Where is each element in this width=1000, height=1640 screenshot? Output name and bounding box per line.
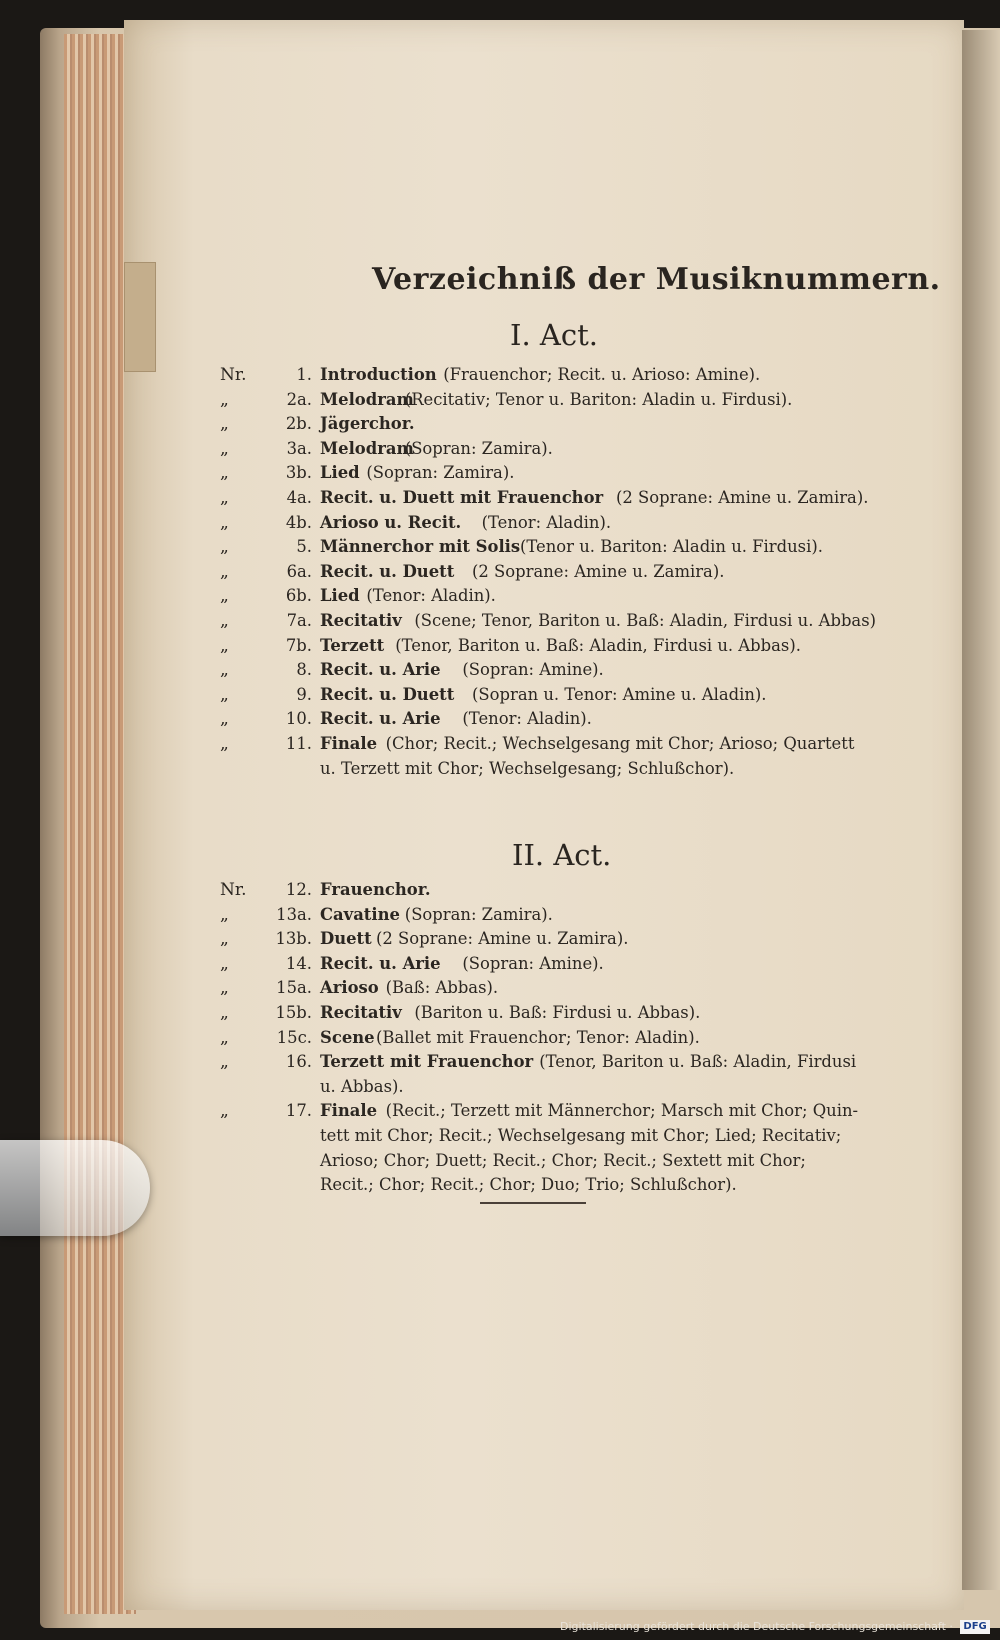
entry-continuation: u. Terzett mit Chor; Wechselgesang; Schlußchor). bbox=[320, 758, 735, 778]
entry-number: 7b. bbox=[285, 635, 312, 655]
entry-number: 6b. bbox=[285, 586, 312, 606]
entry-title: Recit. u. Arie bbox=[320, 709, 441, 729]
entry-title: Scene bbox=[320, 1027, 375, 1047]
entry-prefix: „ bbox=[220, 709, 229, 730]
act-heading-2: II. Act. bbox=[512, 838, 612, 872]
list-item-continuation bbox=[220, 1124, 900, 1149]
list-item bbox=[220, 658, 900, 683]
entry-description: (2 Soprane: Amine u. Zamira). bbox=[472, 561, 725, 581]
entry-prefix: „ bbox=[220, 414, 229, 435]
entry-number: 13a. bbox=[276, 904, 312, 924]
entry-description: (Bariton u. Baß: Firdusi u. Abbas). bbox=[414, 1002, 701, 1022]
entry-description: (Tenor, Bariton u. Baß: Aladin, Firdusi bbox=[539, 1052, 857, 1072]
entry-prefix: „ bbox=[220, 610, 229, 631]
entry-description: (Ballet mit Frauenchor; Tenor: Aladin). bbox=[376, 1027, 700, 1047]
entry-continuation: u. Abbas). bbox=[320, 1076, 404, 1096]
entry-title: Recit. u. Duett bbox=[320, 561, 455, 581]
entry-number: 16. bbox=[285, 1052, 312, 1072]
entry-title: Finale bbox=[320, 1101, 378, 1121]
entry-number: 8. bbox=[296, 660, 312, 680]
entry-title: Recitativ bbox=[320, 610, 402, 630]
entry-prefix: „ bbox=[220, 1027, 229, 1048]
entry-prefix: Nr. bbox=[220, 880, 247, 900]
list-item bbox=[220, 511, 900, 536]
list-item bbox=[220, 1050, 900, 1075]
entry-number: 10. bbox=[285, 709, 312, 729]
entry-prefix: „ bbox=[220, 512, 229, 533]
entry-title: Recit. u. Duett mit Frauenchor bbox=[320, 487, 604, 507]
entry-prefix: „ bbox=[220, 586, 229, 607]
list-item bbox=[220, 486, 900, 511]
facing-page-edge bbox=[962, 30, 1000, 1590]
act-heading-1: I. Act. bbox=[510, 318, 598, 352]
entry-continuation: Arioso; Chor; Duett; Recit.; Chor; Recit.; Sextett mit Chor; bbox=[320, 1150, 806, 1170]
entry-title: Recit. u. Arie bbox=[320, 660, 441, 680]
list-item bbox=[220, 1099, 900, 1124]
entry-title: Recit. u. Arie bbox=[320, 953, 441, 973]
footer-text: Digitalisierung gefördert durch die Deutsche Forschungsgemeinschaft · bbox=[560, 1620, 953, 1633]
entry-prefix: „ bbox=[220, 1101, 229, 1122]
entry-number: 14. bbox=[285, 953, 312, 973]
page-holder-clip bbox=[0, 1140, 150, 1236]
entry-description: (Recitativ; Tenor u. Bariton: Aladin u. Firdusi). bbox=[404, 389, 793, 409]
entry-number: 7a. bbox=[286, 610, 312, 630]
list-item bbox=[220, 1026, 900, 1051]
entry-number: 3a. bbox=[286, 438, 312, 458]
digitization-footer bbox=[560, 1616, 1000, 1638]
list-item bbox=[220, 927, 900, 952]
entry-prefix: „ bbox=[220, 1052, 229, 1073]
entry-prefix: „ bbox=[220, 561, 229, 582]
page-title: Verzeichniß der Musiknummern. bbox=[372, 262, 941, 297]
entry-title: Duett bbox=[320, 929, 372, 949]
entry-description: (Recit.; Terzett mit Männerchor; Marsch mit Chor; Quin- bbox=[385, 1101, 859, 1121]
entry-prefix: „ bbox=[220, 929, 229, 950]
list-item-continuation bbox=[220, 1149, 900, 1174]
entry-prefix: „ bbox=[220, 487, 229, 508]
entry-number: 15a. bbox=[276, 978, 312, 998]
entry-prefix: „ bbox=[220, 438, 229, 459]
entry-number: 4a. bbox=[286, 487, 312, 507]
dfg-logo-icon: DFG bbox=[960, 1620, 989, 1634]
entry-title: Arioso u. Recit. bbox=[320, 512, 462, 532]
entry-description: (Chor; Recit.; Wechselgesang mit Chor; Arioso; Quartett bbox=[385, 733, 855, 753]
list-item bbox=[220, 412, 900, 437]
entry-description: (Sopran: Zamira). bbox=[404, 438, 553, 458]
list-item bbox=[220, 903, 900, 928]
entry-title: Frauenchor. bbox=[320, 880, 431, 899]
entry-description: (Tenor: Aladin). bbox=[481, 512, 612, 532]
entry-number: 2a. bbox=[286, 389, 312, 409]
entry-prefix: „ bbox=[220, 660, 229, 681]
entry-description: (Tenor: Aladin). bbox=[366, 586, 496, 606]
entry-title: Cavatine bbox=[320, 904, 400, 924]
entry-description: (Tenor, Bariton u. Baß: Aladin, Firdusi u. Abbas). bbox=[395, 635, 801, 655]
entry-description: (Sopran: Zamira). bbox=[366, 463, 515, 483]
act-2-list bbox=[220, 878, 900, 1198]
entry-prefix: „ bbox=[220, 389, 229, 410]
entry-title: Lied bbox=[320, 586, 360, 606]
entry-description: (Sopran: Amine). bbox=[462, 660, 604, 680]
list-item bbox=[220, 363, 900, 388]
list-item bbox=[220, 732, 900, 757]
entry-prefix: „ bbox=[220, 953, 229, 974]
list-item bbox=[220, 560, 900, 585]
entry-continuation: Recit.; Chor; Recit.; Chor; Duo; Trio; Schlußchor). bbox=[320, 1175, 737, 1195]
entry-number: 5. bbox=[296, 537, 312, 557]
entry-number: 2b. bbox=[285, 414, 312, 434]
entry-prefix: „ bbox=[220, 684, 229, 705]
list-item-continuation bbox=[220, 757, 900, 782]
entry-description: (Sopran: Zamira). bbox=[404, 904, 553, 924]
list-item bbox=[220, 461, 900, 486]
list-item bbox=[220, 634, 900, 659]
entry-title: Jägerchor. bbox=[320, 414, 415, 434]
list-item bbox=[220, 952, 900, 977]
entry-prefix: „ bbox=[220, 733, 229, 754]
entry-continuation: tett mit Chor; Recit.; Wechselgesang mit Chor; Lied; Recitativ; bbox=[320, 1125, 842, 1145]
entry-prefix: „ bbox=[220, 537, 229, 558]
entry-description: (Sopran: Amine). bbox=[462, 953, 604, 973]
list-item bbox=[220, 437, 900, 462]
list-item bbox=[220, 707, 900, 732]
entry-title: Terzett mit Frauenchor bbox=[320, 1052, 534, 1072]
entry-prefix: Nr. bbox=[220, 365, 247, 385]
entry-title: Introduction bbox=[320, 365, 437, 384]
list-item bbox=[220, 388, 900, 413]
entry-title: Melodram bbox=[320, 389, 414, 409]
entry-title: Männerchor mit Solis bbox=[320, 537, 521, 557]
list-item bbox=[220, 976, 900, 1001]
entry-description: (Frauenchor; Recit. u. Arioso: Amine). bbox=[443, 365, 761, 384]
entry-description: (Scene; Tenor, Bariton u. Baß: Aladin, Firdusi u. Abbas) bbox=[414, 610, 877, 630]
entry-number: 13b. bbox=[275, 929, 312, 949]
list-item bbox=[220, 683, 900, 708]
entry-number: 9. bbox=[296, 684, 312, 704]
list-item-continuation bbox=[220, 1173, 900, 1198]
entry-prefix: „ bbox=[220, 904, 229, 925]
act-1-list bbox=[220, 363, 900, 781]
entry-number: 15b. bbox=[275, 1002, 312, 1022]
entry-description: (Baß: Abbas). bbox=[385, 978, 499, 998]
entry-number: 15c. bbox=[276, 1027, 312, 1047]
entry-prefix: „ bbox=[220, 463, 229, 484]
entry-description: (Tenor u. Bariton: Aladin u. Firdusi). bbox=[520, 537, 823, 557]
entry-description: (Sopran u. Tenor: Amine u. Aladin). bbox=[472, 684, 767, 704]
entry-number: 11. bbox=[285, 733, 312, 753]
entry-number: 17. bbox=[285, 1101, 312, 1121]
entry-number: 6a. bbox=[286, 561, 312, 581]
entry-title: Recit. u. Duett bbox=[320, 684, 455, 704]
list-item bbox=[220, 609, 900, 634]
closing-rule bbox=[480, 1202, 586, 1204]
list-item bbox=[220, 535, 900, 560]
entry-prefix: „ bbox=[220, 1002, 229, 1023]
paper-tab bbox=[124, 262, 156, 372]
entry-prefix: „ bbox=[220, 978, 229, 999]
entry-title: Finale bbox=[320, 733, 378, 753]
entry-description: (2 Soprane: Amine u. Zamira). bbox=[616, 487, 869, 507]
entry-prefix: „ bbox=[220, 635, 229, 656]
entry-title: Arioso bbox=[320, 978, 379, 998]
list-item bbox=[220, 1001, 900, 1026]
entry-number: 12. bbox=[285, 880, 312, 899]
entry-description: (2 Soprane: Amine u. Zamira). bbox=[376, 929, 629, 949]
entry-title: Recitativ bbox=[320, 1002, 402, 1022]
entry-description: (Tenor: Aladin). bbox=[462, 709, 592, 729]
entry-number: 3b. bbox=[285, 463, 312, 483]
entry-title: Lied bbox=[320, 463, 360, 483]
entry-title: Melodram bbox=[320, 438, 414, 458]
entry-number: 1. bbox=[296, 365, 312, 384]
list-item bbox=[220, 878, 900, 903]
list-item-continuation bbox=[220, 1075, 900, 1100]
list-item bbox=[220, 584, 900, 609]
entry-title: Terzett bbox=[320, 635, 385, 655]
scanned-page bbox=[124, 20, 964, 1610]
entry-number: 4b. bbox=[285, 512, 312, 532]
